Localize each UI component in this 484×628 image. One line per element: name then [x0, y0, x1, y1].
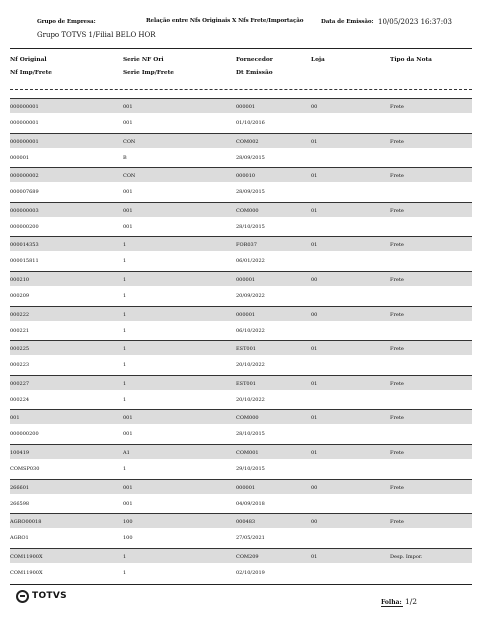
col-dt-emissao: Dt Emissão	[236, 70, 273, 76]
cell-dt-emissao: 28/09/2015	[236, 189, 265, 196]
cell-nf-original: 000222	[10, 311, 30, 318]
company-label: Grupo de Empresa:	[37, 19, 96, 25]
cell-dt-emissao: 01/10/2016	[236, 120, 265, 126]
cell-nf-original: COM11900X	[10, 553, 43, 560]
cell-fornecedor: 000010	[236, 173, 256, 180]
col-nf-original: Nf Original	[10, 57, 47, 63]
cell-dt-emissao: 20/10/2022	[236, 362, 265, 369]
record-row	[10, 548, 472, 583]
cell-tipo-nota: Frete	[390, 311, 404, 318]
header-dashed-rule	[10, 89, 472, 90]
cell-fornecedor: 000001	[236, 104, 256, 110]
emission-label: Data de Emissão:	[321, 19, 374, 25]
cell-serie-nf-ori: CON	[123, 173, 136, 180]
cell-tipo-nota: Frete	[390, 138, 404, 145]
cell-nf-imp-frete: 000000001	[10, 120, 39, 126]
header-rule	[10, 48, 472, 49]
cell-tipo-nota: Frete	[390, 449, 404, 456]
cell-tipo-nota: Frete	[390, 242, 404, 249]
emission-value: 10/05/2023 16:37:03	[378, 18, 453, 26]
cell-serie-imp-frete: 1	[123, 569, 127, 576]
cell-serie-imp-frete: 001	[123, 223, 133, 230]
cell-dt-emissao: 28/10/2015	[236, 223, 265, 230]
cell-fornecedor: COM000	[236, 415, 259, 422]
cell-serie-nf-ori: 1	[123, 242, 127, 249]
cell-fornecedor: COM001	[236, 449, 259, 456]
col-fornecedor: Fornecedor	[236, 57, 273, 63]
cell-dt-emissao: 06/01/2022	[236, 258, 265, 265]
cell-tipo-nota: Frete	[390, 380, 404, 387]
cell-tipo-nota: Frete	[390, 207, 404, 214]
record-row	[10, 479, 472, 514]
cell-serie-nf-ori: 001	[123, 415, 133, 422]
cell-loja: 01	[311, 346, 318, 353]
totvs-logo-text: TOTVS	[32, 591, 67, 601]
cell-fornecedor: 000001	[236, 484, 256, 491]
cell-dt-emissao: 27/05/2021	[236, 535, 265, 542]
cell-nf-original: 000000001	[10, 138, 39, 145]
cell-tipo-nota: Frete	[390, 519, 404, 526]
footer-rule	[10, 584, 472, 585]
cell-loja: 01	[311, 449, 318, 456]
record-row	[10, 340, 472, 375]
cell-serie-imp-frete: 001	[123, 431, 133, 438]
cell-serie-imp-frete: 001	[123, 500, 133, 507]
cell-nf-original: 000210	[10, 276, 30, 283]
cell-fornecedor: COM209	[236, 553, 259, 560]
cell-nf-original: 266601	[10, 484, 30, 491]
record-row	[10, 306, 472, 341]
record-row	[10, 409, 472, 444]
col-nf-imp-frete: Nf Imp/Frete	[10, 70, 52, 76]
cell-serie-nf-ori: 001	[123, 484, 133, 491]
report-title: Relação entre Nfs Originais X Nfs Frete/Importação	[146, 18, 304, 24]
page-label: Folha:	[381, 599, 402, 606]
cell-nf-imp-frete: 000000200	[10, 431, 39, 438]
cell-tipo-nota: Frete	[390, 276, 404, 283]
record-row	[10, 375, 472, 410]
cell-tipo-nota: Frete	[390, 415, 404, 422]
cell-loja: 00	[311, 519, 318, 526]
cell-serie-imp-frete: 1	[123, 465, 127, 472]
cell-fornecedor: COM002	[236, 138, 259, 145]
cell-dt-emissao: 04/09/2018	[236, 500, 265, 507]
record-row	[10, 444, 472, 479]
record-row	[10, 98, 472, 133]
cell-loja: 01	[311, 242, 318, 249]
cell-serie-nf-ori: 1	[123, 276, 127, 283]
cell-dt-emissao: 29/10/2015	[236, 465, 265, 472]
cell-tipo-nota: Frete	[390, 104, 404, 110]
cell-nf-imp-frete: 000015811	[10, 258, 39, 265]
record-row	[10, 133, 472, 168]
cell-dt-emissao: 20/10/2022	[236, 396, 265, 403]
record-row	[10, 236, 472, 271]
cell-serie-imp-frete: B	[123, 154, 127, 161]
cell-nf-original: 000000002	[10, 173, 39, 180]
cell-nf-imp-frete: 000001	[10, 154, 30, 161]
totvs-logo	[16, 589, 67, 603]
cell-fornecedor: EST001	[236, 380, 256, 387]
cell-serie-nf-ori: 1	[123, 346, 127, 353]
cell-tipo-nota: Desp. Impor.	[390, 553, 423, 560]
cell-serie-imp-frete: 100	[123, 535, 133, 542]
cell-serie-nf-ori: CON	[123, 138, 136, 145]
cell-loja: 00	[311, 104, 318, 110]
cell-loja: 01	[311, 138, 318, 145]
cell-fornecedor: FOR037	[236, 242, 257, 249]
company-value: Grupo TOTVS 1/Filial BELO HOR	[37, 31, 156, 39]
col-loja: Loja	[311, 57, 325, 63]
cell-loja: 00	[311, 484, 318, 491]
cell-serie-nf-ori: 1	[123, 553, 127, 560]
cell-nf-imp-frete: COM11900X	[10, 569, 43, 576]
cell-tipo-nota: Frete	[390, 346, 404, 353]
cell-nf-imp-frete: AGRO1	[10, 535, 29, 542]
cell-fornecedor: COM000	[236, 207, 259, 214]
cell-tipo-nota: Frete	[390, 484, 404, 491]
cell-fornecedor: 000001	[236, 276, 256, 283]
cell-serie-imp-frete: 1	[123, 396, 127, 403]
cell-serie-nf-ori: 001	[123, 104, 133, 110]
cell-fornecedor: 000483	[236, 519, 256, 526]
cell-nf-original: 100419	[10, 449, 30, 456]
totvs-logo-icon	[16, 590, 29, 603]
record-row	[10, 202, 472, 237]
cell-serie-nf-ori: 100	[123, 519, 133, 526]
cell-loja: 01	[311, 415, 318, 422]
cell-loja: 01	[311, 173, 318, 180]
cell-loja: 01	[311, 207, 318, 214]
cell-serie-imp-frete: 001	[123, 189, 133, 196]
cell-nf-imp-frete: 000007689	[10, 189, 39, 196]
col-serie-imp-frete: Serie Imp/Frete	[123, 70, 174, 76]
cell-serie-nf-ori: 001	[123, 207, 133, 214]
cell-tipo-nota: Frete	[390, 173, 404, 180]
cell-dt-emissao: 20/09/2022	[236, 292, 265, 299]
cell-serie-imp-frete: 1	[123, 327, 127, 334]
cell-serie-nf-ori: 1	[123, 380, 127, 387]
cell-serie-nf-ori: 1	[123, 311, 127, 318]
cell-loja: 01	[311, 553, 318, 560]
cell-serie-imp-frete: 1	[123, 292, 127, 299]
cell-nf-imp-frete: 000000200	[10, 223, 39, 230]
cell-dt-emissao: 06/10/2022	[236, 327, 265, 334]
cell-fornecedor: EST001	[236, 346, 256, 353]
col-tipo-nota: Tipo da Nota	[390, 57, 432, 63]
cell-nf-original: AGRO00018	[10, 519, 42, 526]
cell-serie-imp-frete: 1	[123, 362, 127, 369]
cell-nf-imp-frete: 000223	[10, 362, 30, 369]
cell-nf-original: 000014353	[10, 242, 39, 249]
cell-serie-nf-ori: A1	[123, 449, 130, 456]
cell-nf-original: 000225	[10, 346, 30, 353]
cell-serie-imp-frete: 1	[123, 258, 127, 265]
cell-dt-emissao: 28/09/2015	[236, 154, 265, 161]
cell-loja: 01	[311, 380, 318, 387]
cell-nf-original: 001	[10, 415, 20, 422]
cell-nf-imp-frete: 266598	[10, 500, 30, 507]
cell-nf-imp-frete: 000209	[10, 292, 30, 299]
cell-loja: 00	[311, 311, 318, 318]
record-row	[10, 271, 472, 306]
records-list	[10, 98, 472, 582]
record-row	[10, 167, 472, 202]
cell-nf-original: 000227	[10, 380, 30, 387]
cell-loja: 00	[311, 276, 318, 283]
cell-serie-imp-frete: 001	[123, 120, 133, 126]
cell-nf-imp-frete: 000221	[10, 327, 30, 334]
col-serie-nf-ori: Serie NF Ori	[123, 57, 164, 63]
cell-dt-emissao: 28/10/2015	[236, 431, 265, 438]
cell-fornecedor: 000001	[236, 311, 256, 318]
cell-nf-original: 000000001	[10, 104, 39, 110]
cell-nf-original: 000000003	[10, 207, 39, 214]
page-number: 1/2	[405, 597, 418, 606]
record-row	[10, 513, 472, 548]
cell-nf-imp-frete: COMSP030	[10, 465, 40, 472]
page-label-underline	[381, 606, 403, 607]
cell-nf-imp-frete: 000224	[10, 396, 30, 403]
cell-dt-emissao: 02/10/2019	[236, 569, 265, 576]
